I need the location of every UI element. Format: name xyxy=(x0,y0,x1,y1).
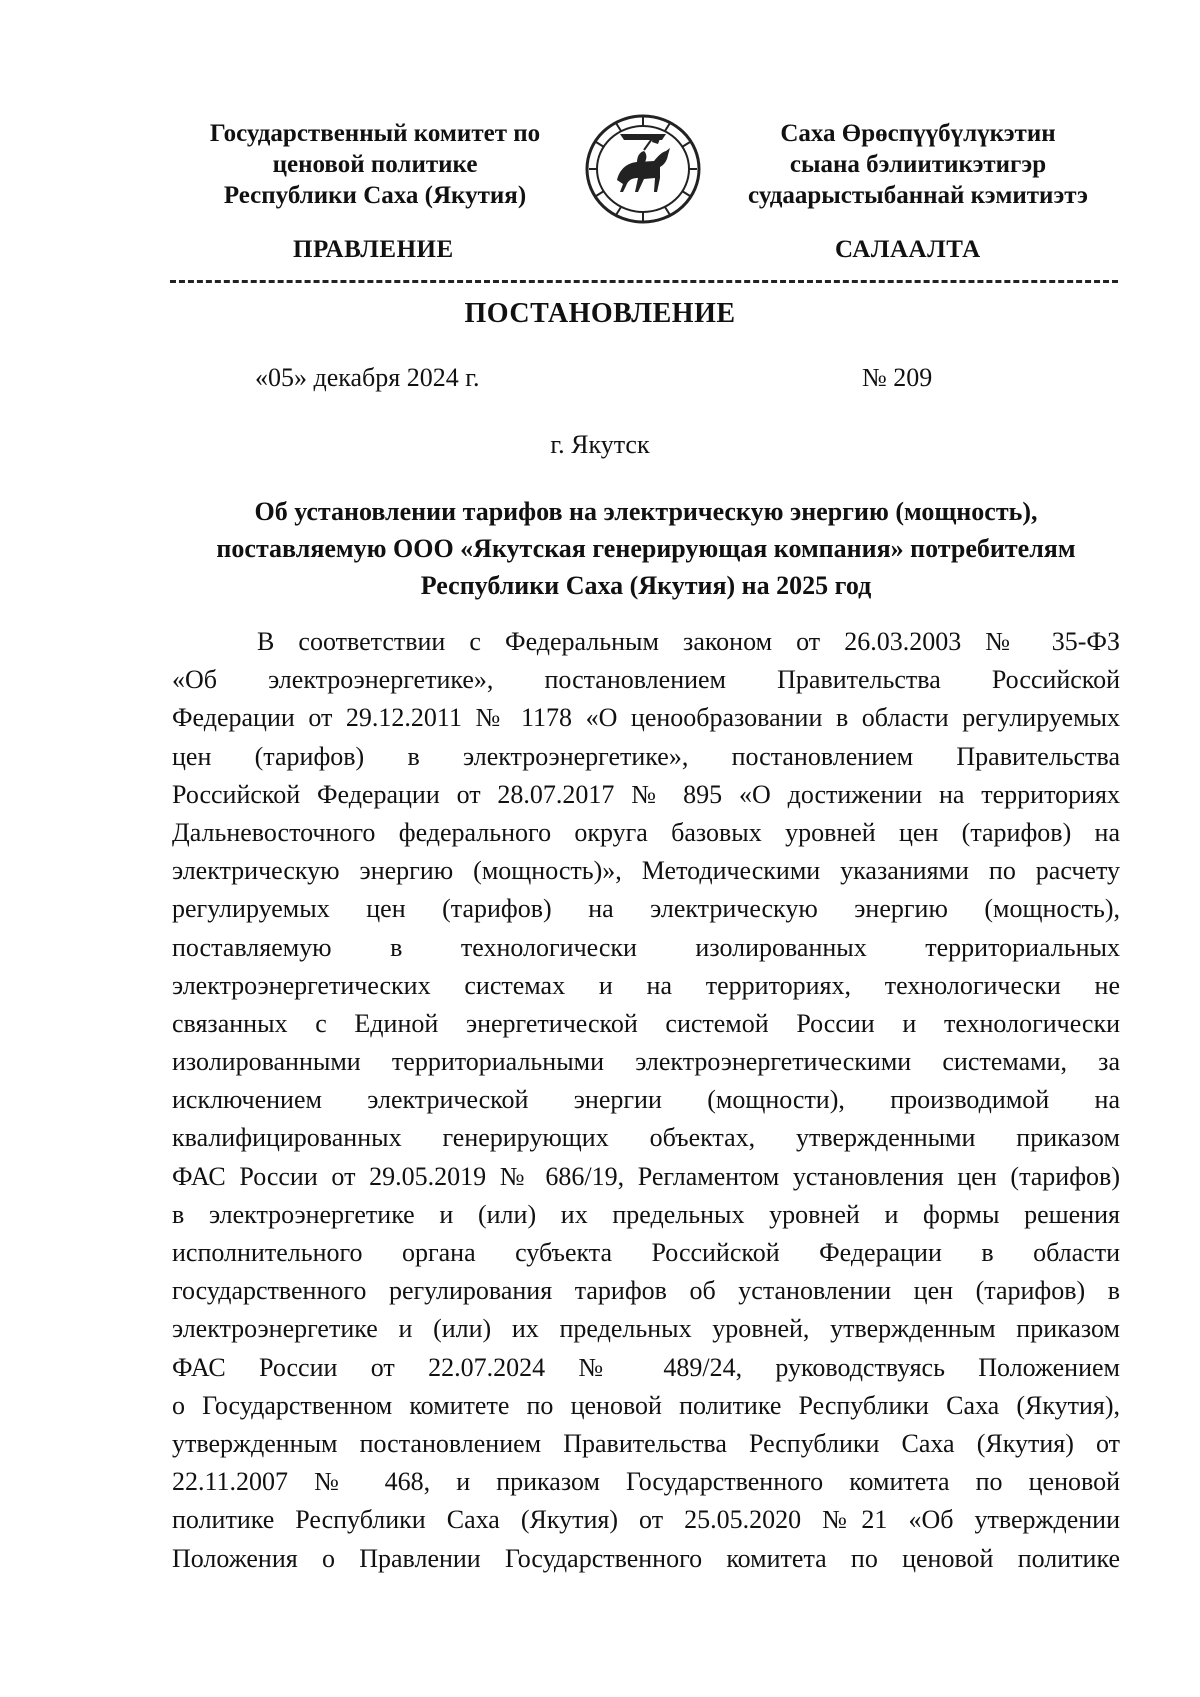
body-line: электроэнергетике и (или) их предельных уровней, утвержденным приказом xyxy=(172,1314,1120,1344)
body-line: о Государственном комитете по ценовой политике Республики Саха (Якутия), xyxy=(172,1390,1120,1420)
body-line: политике Республики Саха (Якутия) от 25.05.2020 №21 «Об утверждении xyxy=(172,1505,1120,1535)
dept-left-label: ПРАВЛЕНИЕ xyxy=(293,236,454,263)
body-line: электрическую энергию (мощность)», Методическими указаниями по расчету xyxy=(172,856,1120,886)
body-line: электроэнергетических системах и на территориях, технологически не xyxy=(172,970,1120,1000)
header-right-line: Саха Өрөспүүбүлүкэтин xyxy=(780,120,1056,147)
body-line: 22.11.2007 № 468, и приказом Государственного комитета по ценовой xyxy=(172,1467,1120,1497)
document-number: № 209 xyxy=(862,363,933,392)
header-divider xyxy=(170,280,1118,283)
body-line: изолированными территориальными электроэнергетическими системами, за xyxy=(172,1047,1120,1077)
dept-right-label: САЛААЛТА xyxy=(835,236,981,263)
body-line: Дальневосточного федерального округа базовых уровней цен (тарифов) на xyxy=(172,817,1120,847)
body-line: Федерации от 29.12.2011 № 1178 «О ценообразовании в области регулируемых xyxy=(172,703,1120,733)
header-right-org xyxy=(708,118,1128,211)
body-line: квалифицированных генерирующих объектах, утвержденными приказом xyxy=(172,1123,1120,1153)
header-left-org xyxy=(165,118,585,211)
body-line: Российской Федерации от 28.07.2017 № 895 «О достижении на территориях xyxy=(172,779,1120,809)
document-type-title: ПОСТАНОВЛЕНИЕ xyxy=(464,298,736,329)
header-left-line: ценовой политике xyxy=(272,151,478,178)
body-line: поставляемую в технологически изолированных территориальных xyxy=(172,932,1120,962)
document-city: г. Якутск xyxy=(550,430,650,459)
body-line: государственного регулирования тарифов об установлении цен (тарифов) в xyxy=(172,1276,1120,1306)
body-line: утвержденным постановлением Правительства Республики Саха (Якутия) от xyxy=(172,1428,1120,1458)
header-right-line: сыана бэлиитикэтигэр xyxy=(789,151,1047,178)
header-left-line: Государственный комитет по xyxy=(209,120,541,147)
body-line: цен (тарифов) в электроэнергетике», постановлением Правительства xyxy=(172,741,1120,771)
body-line: ФАС России от 29.05.2019 № 686/19, Регламентом установления цен (тарифов) xyxy=(172,1161,1120,1191)
body-line: В соответствии с Федеральным законом от 26.03.2003 № 35-ФЗ xyxy=(257,627,1120,656)
body-line: исполнительного органа субъекта Российской Федерации в области xyxy=(172,1238,1120,1267)
body-line: в электроэнергетике и (или) их предельных уровней и формы решения xyxy=(172,1199,1120,1229)
body-line: Положения о Правлении Государственного комитета по ценовой политике xyxy=(172,1543,1120,1573)
header-right-line: судаарыстыбаннай кэмитиэтэ xyxy=(748,182,1088,209)
subject-line: Об установлении тарифов на электрическую энергию (мощность), xyxy=(254,497,1038,526)
document-body xyxy=(172,623,1120,1578)
subject-line: Республики Саха (Якутия) на 2025 год xyxy=(420,571,872,600)
subject-line: поставляемую ООО «Якутская генерирующая компания» потребителям xyxy=(216,534,1076,563)
document-date: «05» декабря 2024 г. xyxy=(255,363,480,392)
body-line: исключением электрической энергии (мощности), производимой на xyxy=(172,1085,1120,1115)
body-line: регулируемых цен (тарифов) на электрическую энергию (мощность), xyxy=(172,894,1120,924)
header-left-line: Республики Саха (Якутия) xyxy=(223,182,527,209)
body-line: ФАС России от 22.07.2024 № 489/24, руководствуясь Положением xyxy=(172,1352,1120,1382)
body-line: «Об электроэнергетике», постановлением Правительства Российской xyxy=(172,665,1120,695)
document-subject xyxy=(160,493,1132,604)
body-line: связанных с Единой энергетической системой России и технологически xyxy=(172,1008,1120,1038)
sakha-emblem-icon xyxy=(582,112,704,226)
